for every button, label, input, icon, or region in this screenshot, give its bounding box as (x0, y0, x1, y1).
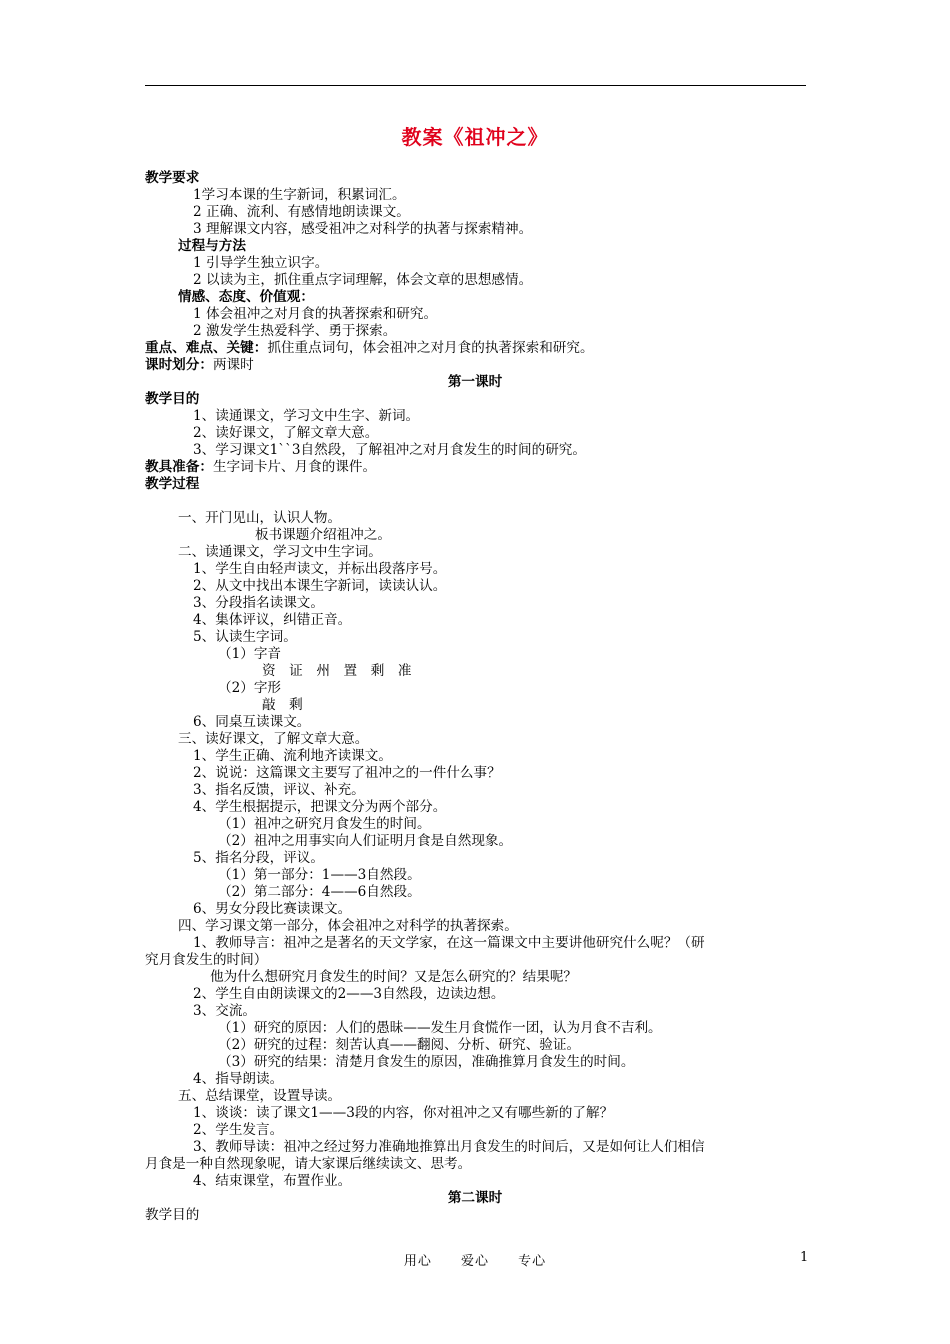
text-line (255, 527, 391, 543)
line-text: 生字词卡片、月食的课件。 (212, 459, 377, 475)
line-text: 资 证 州 置 剩 准 (262, 663, 412, 679)
text-line (178, 731, 368, 747)
line-text: 2 正确、流利、有感情地朗读课文。 (193, 204, 410, 220)
text-line (193, 187, 406, 203)
text-line (210, 969, 577, 985)
text-line (145, 357, 254, 373)
text-line (193, 612, 351, 628)
text-line (193, 1003, 256, 1019)
text-line (193, 799, 446, 815)
text-line (193, 748, 392, 764)
text-line (0, 1190, 950, 1206)
text-line (193, 629, 297, 645)
text-line (193, 595, 324, 611)
text-line (193, 408, 419, 424)
line-text: 3 理解课文内容，感受祖冲之对科学的执著与探索精神。 (193, 221, 533, 237)
line-text: 1、读通课文，学习文中生字、新词。 (193, 408, 420, 424)
text-line (178, 918, 518, 934)
line-text: 2 以读为主，抓住重点字词理解，体会文章的思想感情。 (193, 272, 533, 288)
line-text: 2、从文中找出本课生字新词，读读认认。 (193, 578, 447, 594)
text-line (218, 884, 421, 900)
line-text: 1、学生正确、流利地齐读课文。 (193, 748, 392, 764)
document-title: 教案《祖冲之》 (401, 125, 549, 149)
text-line (193, 442, 586, 458)
line-text: 6、同桌互读课文。 (193, 714, 311, 730)
line-text: 二、读通课文，学习文中生字词。 (178, 544, 382, 560)
text-line (218, 1054, 634, 1070)
text-line (193, 306, 437, 322)
text-line (178, 289, 314, 305)
page-number: 1 (800, 1250, 809, 1265)
line-text: 1 体会祖冲之对月食的执著探索和研究。 (193, 306, 438, 322)
line-heading: 课时划分： (145, 357, 213, 373)
line-text: 一、开门见山，认识人物。 (178, 510, 342, 526)
line-text: （1）第一部分：1——3自然段。 (218, 867, 421, 883)
text-line (193, 221, 532, 237)
footer-text-3: 专心 (518, 1254, 547, 1269)
line-text: 3、指名反馈，评议、补充。 (193, 782, 365, 798)
text-line (193, 204, 410, 220)
line-text: 板书课题介绍祖冲之。 (255, 527, 391, 543)
text-line (193, 561, 446, 577)
text-line (145, 476, 199, 492)
text-line (178, 510, 341, 526)
text-line (193, 255, 328, 271)
text-line (218, 1020, 662, 1036)
line-text: 4、结束课堂，布置作业。 (193, 1173, 352, 1189)
text-line (193, 1071, 283, 1087)
text-line (145, 459, 376, 475)
line-text: （1）祖冲之研究月食发生的时间。 (218, 816, 431, 832)
text-line (178, 544, 382, 560)
line-text: 3、学习课文1``3自然段，了解祖冲之对月食发生的时间的研究。 (193, 442, 586, 458)
text-line (262, 697, 303, 713)
line-text: 抓住重点词句，体会祖冲之对月食的执著探索和研究。 (267, 340, 594, 356)
text-line (145, 1156, 471, 1172)
text-line (193, 1122, 283, 1138)
text-line (193, 765, 501, 781)
text-line (218, 833, 512, 849)
text-line (218, 680, 281, 696)
text-line (193, 425, 378, 441)
text-line (145, 1207, 199, 1223)
line-text: 1、教师导言：祖冲之是著名的天文学家，在这一篇课文中主要讲他研究什么呢？（研 (193, 935, 705, 951)
line-heading: 重点、难点、关键： (145, 340, 268, 356)
text-line (262, 663, 412, 679)
text-line (178, 1088, 341, 1104)
line-heading: 教具准备： (145, 459, 213, 475)
header-rule (145, 85, 806, 86)
line-heading: 过程与方法 (178, 238, 246, 254)
line-text: 敲 剩 (262, 697, 303, 713)
line-text: 教学目的 (145, 1207, 200, 1223)
line-text: 3、教师导读：祖冲之经过努力准确地推算出月食发生的时间后，又是如何让人们相信 (193, 1139, 705, 1155)
text-line (193, 782, 365, 798)
line-text: 2、学生自由朗读课文的2——3自然段，边读边想。 (193, 986, 505, 1002)
text-line (193, 935, 705, 951)
text-line (178, 238, 246, 254)
line-text: 2、读好课文，了解文章大意。 (193, 425, 379, 441)
line-heading: 教学过程 (145, 476, 200, 492)
text-line (193, 850, 324, 866)
text-line (145, 952, 267, 968)
text-line (218, 816, 431, 832)
text-line (0, 374, 950, 390)
line-text: 1、谈谈：读了课文1——3段的内容，你对祖冲之又有哪些新的了解？ (193, 1105, 614, 1121)
line-heading: 教学要求 (145, 170, 200, 186)
line-text: 月食是一种自然现象呢，请大家课后继续读文、思考。 (145, 1156, 472, 1172)
text-line (193, 714, 310, 730)
line-text: 四、学习课文第一部分，体会祖冲之对科学的执著探索。 (178, 918, 518, 934)
line-text: 2 激发学生热爱科学、勇于探索。 (193, 323, 397, 339)
line-text: 究月食发生的时间） (145, 952, 268, 968)
line-text: 6、男女分段比赛读课文。 (193, 901, 352, 917)
text-line (218, 867, 421, 883)
line-text: （2）研究的过程：刻苦认真——翻阅、分析、研究、验证。 (218, 1037, 581, 1053)
line-text: 2、说说：这篇课文主要写了祖冲之的一件什么事？ (193, 765, 501, 781)
line-text: 4、集体评议，纠错正音。 (193, 612, 352, 628)
line-text: 5、认读生字词。 (193, 629, 297, 645)
text-line (193, 1173, 351, 1189)
line-text: 3、交流。 (193, 1003, 257, 1019)
line-text: （3）研究的结果：清楚月食发生的原因，准确推算月食发生的时间。 (218, 1054, 635, 1070)
line-text: 三、读好课文，了解文章大意。 (178, 731, 369, 747)
line-text: 两课时 (212, 357, 254, 373)
text-line (193, 901, 351, 917)
text-line (193, 578, 446, 594)
line-text: （2）第二部分：4——6自然段。 (218, 884, 421, 900)
footer-text-1: 用心 (403, 1254, 432, 1269)
line-text: 4、指导朗读。 (193, 1071, 284, 1087)
line-text: （2）字形 (218, 680, 282, 696)
line-heading: 情感、态度、价值观： (178, 289, 314, 305)
line-heading: 第二课时 (447, 1190, 503, 1206)
line-text: 他为什么想研究月食发生的时间？又是怎么研究的？结果呢？ (210, 969, 578, 985)
line-text: 1 引导学生独立识字。 (193, 255, 329, 271)
line-text: （2）祖冲之用事实向人们证明月食是自然现象。 (218, 833, 513, 849)
line-text: 2、学生发言。 (193, 1122, 284, 1138)
text-line (145, 391, 199, 407)
line-text: 1、学生自由轻声读文，并标出段落序号。 (193, 561, 447, 577)
text-line (193, 323, 396, 339)
line-text: （1）研究的原因：人们的愚昧——发生月食慌作一团，认为月食不吉利。 (218, 1020, 662, 1036)
text-line (193, 1105, 613, 1121)
line-heading: 教学目的 (145, 391, 200, 407)
line-text: 五、总结课堂，设置导读。 (178, 1088, 342, 1104)
line-text: （1）字音 (218, 646, 282, 662)
line-text: 3、分段指名读课文。 (193, 595, 324, 611)
text-line (145, 340, 594, 356)
line-heading: 第一课时 (447, 374, 503, 390)
text-line (193, 1139, 705, 1155)
line-text: 1学习本课的生字新词，积累词汇。 (193, 187, 406, 203)
line-text: 4、学生根据提示，把课文分为两个部分。 (193, 799, 447, 815)
line-text: 5、指名分段，评议。 (193, 850, 324, 866)
footer-text-2: 爱心 (460, 1254, 489, 1269)
text-line (145, 170, 199, 186)
text-line (193, 272, 532, 288)
text-line (218, 646, 281, 662)
text-line (193, 986, 504, 1002)
text-line (218, 1037, 580, 1053)
